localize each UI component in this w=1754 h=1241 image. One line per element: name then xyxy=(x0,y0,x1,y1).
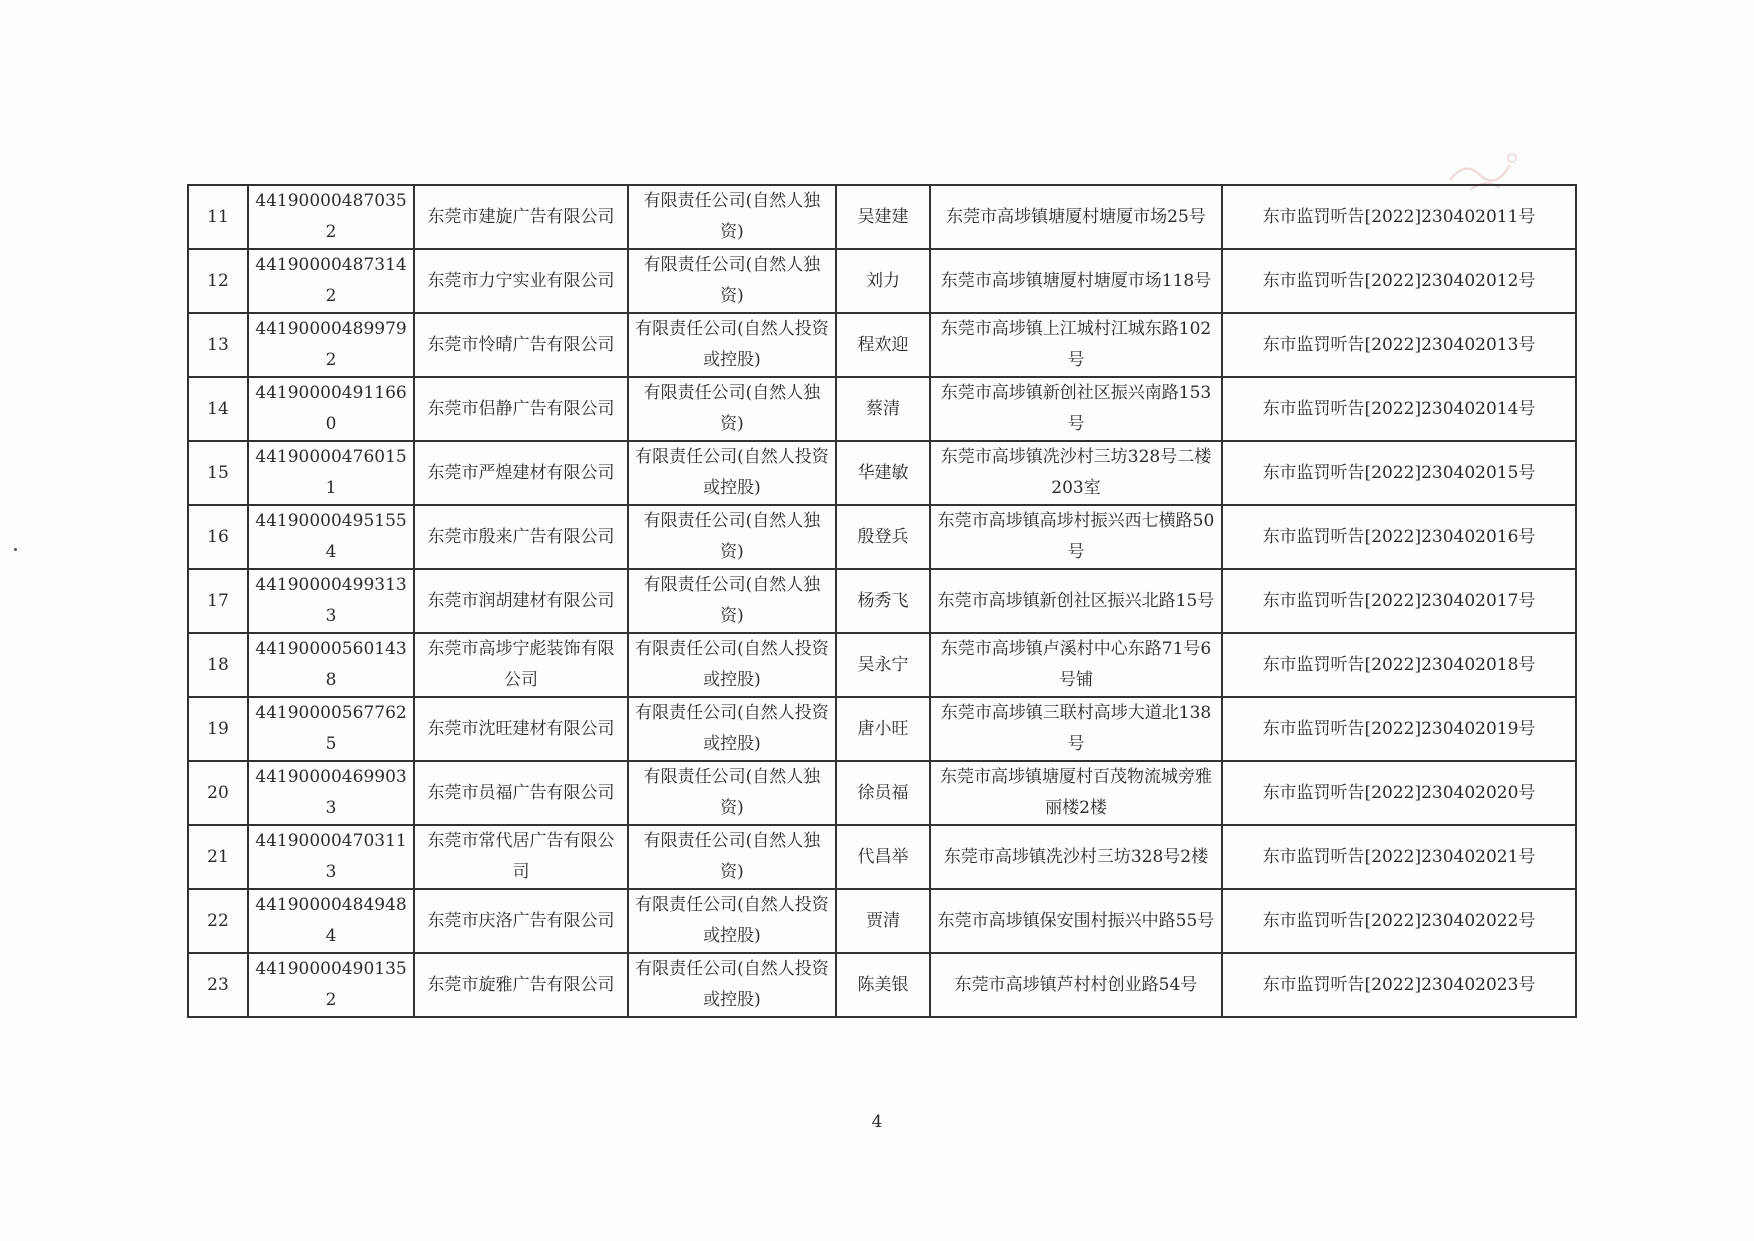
notice-number-cell: 东市监罚听告[2022]230402014号 xyxy=(1222,377,1576,441)
legal-representative-cell: 徐员福 xyxy=(836,761,930,825)
row-index-cell: 19 xyxy=(188,697,248,761)
notice-number-cell: 东市监罚听告[2022]230402019号 xyxy=(1222,697,1576,761)
company-type-cell: 有限责任公司(自然人独资) xyxy=(628,377,836,441)
row-index-cell: 15 xyxy=(188,441,248,505)
company-type-cell: 有限责任公司(自然人独资) xyxy=(628,249,836,313)
company-name-cell: 东莞市沈旺建材有限公司 xyxy=(414,697,628,761)
company-type-cell: 有限责任公司(自然人独资) xyxy=(628,825,836,889)
company-type-cell: 有限责任公司(自然人独资) xyxy=(628,505,836,569)
row-index-cell: 20 xyxy=(188,761,248,825)
notice-number-cell: 东市监罚听告[2022]230402013号 xyxy=(1222,313,1576,377)
notice-number-cell: 东市监罚听告[2022]230402022号 xyxy=(1222,889,1576,953)
table-row xyxy=(188,441,1576,505)
registered-address-cell: 东莞市高埗镇新创社区振兴北路15号 xyxy=(930,569,1222,633)
scan-speck xyxy=(14,548,17,551)
credit-code-cell: 441900004849484 xyxy=(248,889,414,953)
company-name-cell: 东莞市侣静广告有限公司 xyxy=(414,377,628,441)
company-name-cell: 东莞市力宁实业有限公司 xyxy=(414,249,628,313)
table-row xyxy=(188,761,1576,825)
legal-representative-cell: 陈美银 xyxy=(836,953,930,1017)
legal-representative-cell: 唐小旺 xyxy=(836,697,930,761)
credit-code-cell: 441900004703113 xyxy=(248,825,414,889)
company-name-cell: 东莞市殷来广告有限公司 xyxy=(414,505,628,569)
company-name-cell: 东莞市高埗宁彪装饰有限公司 xyxy=(414,633,628,697)
legal-representative-cell: 蔡清 xyxy=(836,377,930,441)
registered-address-cell: 东莞市高埗镇上江城村江城东路102号 xyxy=(930,313,1222,377)
notice-number-cell: 东市监罚听告[2022]230402016号 xyxy=(1222,505,1576,569)
table-row xyxy=(188,569,1576,633)
company-name-cell: 东莞市庆洛广告有限公司 xyxy=(414,889,628,953)
row-index-cell: 16 xyxy=(188,505,248,569)
registered-address-cell: 东莞市高埗镇塘厦村百茂物流城旁雅丽楼2楼 xyxy=(930,761,1222,825)
credit-code-cell: 441900004901352 xyxy=(248,953,414,1017)
company-name-cell: 东莞市建旋广告有限公司 xyxy=(414,185,628,249)
credit-code-cell: 441900004870352 xyxy=(248,185,414,249)
credit-code-cell: 441900005677625 xyxy=(248,697,414,761)
registered-address-cell: 东莞市高埗镇三联村高埗大道北138号 xyxy=(930,697,1222,761)
row-index-cell: 17 xyxy=(188,569,248,633)
credit-code-cell: 441900004873142 xyxy=(248,249,414,313)
legal-representative-cell: 刘力 xyxy=(836,249,930,313)
row-index-cell: 11 xyxy=(188,185,248,249)
row-index-cell: 22 xyxy=(188,889,248,953)
registered-address-cell: 东莞市高埗镇冼沙村三坊328号2楼 xyxy=(930,825,1222,889)
legal-representative-cell: 吴建建 xyxy=(836,185,930,249)
company-type-cell: 有限责任公司(自然人投资或控股) xyxy=(628,697,836,761)
penalty-notice-table xyxy=(187,184,1577,1018)
legal-representative-cell: 杨秀飞 xyxy=(836,569,930,633)
table-row xyxy=(188,313,1576,377)
company-type-cell: 有限责任公司(自然人投资或控股) xyxy=(628,633,836,697)
legal-representative-cell: 代昌举 xyxy=(836,825,930,889)
row-index-cell: 18 xyxy=(188,633,248,697)
credit-code-cell: 441900004951554 xyxy=(248,505,414,569)
credit-code-cell: 441900004911660 xyxy=(248,377,414,441)
notice-number-cell: 东市监罚听告[2022]230402015号 xyxy=(1222,441,1576,505)
table-row xyxy=(188,697,1576,761)
notice-number-cell: 东市监罚听告[2022]230402017号 xyxy=(1222,569,1576,633)
table-row xyxy=(188,953,1576,1017)
company-name-cell: 东莞市怜晴广告有限公司 xyxy=(414,313,628,377)
legal-representative-cell: 贾清 xyxy=(836,889,930,953)
notice-number-cell: 东市监罚听告[2022]230402011号 xyxy=(1222,185,1576,249)
row-index-cell: 21 xyxy=(188,825,248,889)
table-row xyxy=(188,377,1576,441)
company-type-cell: 有限责任公司(自然人投资或控股) xyxy=(628,889,836,953)
credit-code-cell: 441900004993133 xyxy=(248,569,414,633)
legal-representative-cell: 程欢迎 xyxy=(836,313,930,377)
page-number: 4 xyxy=(871,1112,883,1132)
row-index-cell: 23 xyxy=(188,953,248,1017)
company-type-cell: 有限责任公司(自然人投资或控股) xyxy=(628,313,836,377)
company-type-cell: 有限责任公司(自然人独资) xyxy=(628,569,836,633)
notice-number-cell: 东市监罚听告[2022]230402012号 xyxy=(1222,249,1576,313)
notice-number-cell: 东市监罚听告[2022]230402023号 xyxy=(1222,953,1576,1017)
registered-address-cell: 东莞市高埗镇保安围村振兴中路55号 xyxy=(930,889,1222,953)
notice-number-cell: 东市监罚听告[2022]230402018号 xyxy=(1222,633,1576,697)
legal-representative-cell: 吴永宁 xyxy=(836,633,930,697)
credit-code-cell: 441900004899792 xyxy=(248,313,414,377)
row-index-cell: 14 xyxy=(188,377,248,441)
credit-code-cell: 441900005601438 xyxy=(248,633,414,697)
company-name-cell: 东莞市严煌建材有限公司 xyxy=(414,441,628,505)
notice-number-cell: 东市监罚听告[2022]230402021号 xyxy=(1222,825,1576,889)
table-row xyxy=(188,633,1576,697)
table-row xyxy=(188,889,1576,953)
credit-code-cell: 441900004699033 xyxy=(248,761,414,825)
company-name-cell: 东莞市润胡建材有限公司 xyxy=(414,569,628,633)
company-type-cell: 有限责任公司(自然人投资或控股) xyxy=(628,953,836,1017)
company-type-cell: 有限责任公司(自然人独资) xyxy=(628,185,836,249)
registered-address-cell: 东莞市高埗镇塘厦村塘厦市场25号 xyxy=(930,185,1222,249)
notice-number-cell: 东市监罚听告[2022]230402020号 xyxy=(1222,761,1576,825)
legal-representative-cell: 殷登兵 xyxy=(836,505,930,569)
table-body xyxy=(188,185,1576,1017)
company-name-cell: 东莞市员福广告有限公司 xyxy=(414,761,628,825)
registered-address-cell: 东莞市高埗镇塘厦村塘厦市场118号 xyxy=(930,249,1222,313)
registered-address-cell: 东莞市高埗镇芦村村创业路54号 xyxy=(930,953,1222,1017)
registered-address-cell: 东莞市高埗镇高埗村振兴西七横路50号 xyxy=(930,505,1222,569)
table-row xyxy=(188,185,1576,249)
row-index-cell: 13 xyxy=(188,313,248,377)
company-type-cell: 有限责任公司(自然人独资) xyxy=(628,761,836,825)
row-index-cell: 12 xyxy=(188,249,248,313)
registered-address-cell: 东莞市高埗镇新创社区振兴南路153号 xyxy=(930,377,1222,441)
legal-representative-cell: 华建敏 xyxy=(836,441,930,505)
company-name-cell: 东莞市旋雅广告有限公司 xyxy=(414,953,628,1017)
table-row xyxy=(188,249,1576,313)
company-type-cell: 有限责任公司(自然人投资或控股) xyxy=(628,441,836,505)
table-row xyxy=(188,505,1576,569)
company-name-cell: 东莞市常代居广告有限公司 xyxy=(414,825,628,889)
registered-address-cell: 东莞市高埗镇冼沙村三坊328号二楼203室 xyxy=(930,441,1222,505)
credit-code-cell: 441900004760151 xyxy=(248,441,414,505)
table-row xyxy=(188,825,1576,889)
registered-address-cell: 东莞市高埗镇卢溪村中心东路71号6号铺 xyxy=(930,633,1222,697)
